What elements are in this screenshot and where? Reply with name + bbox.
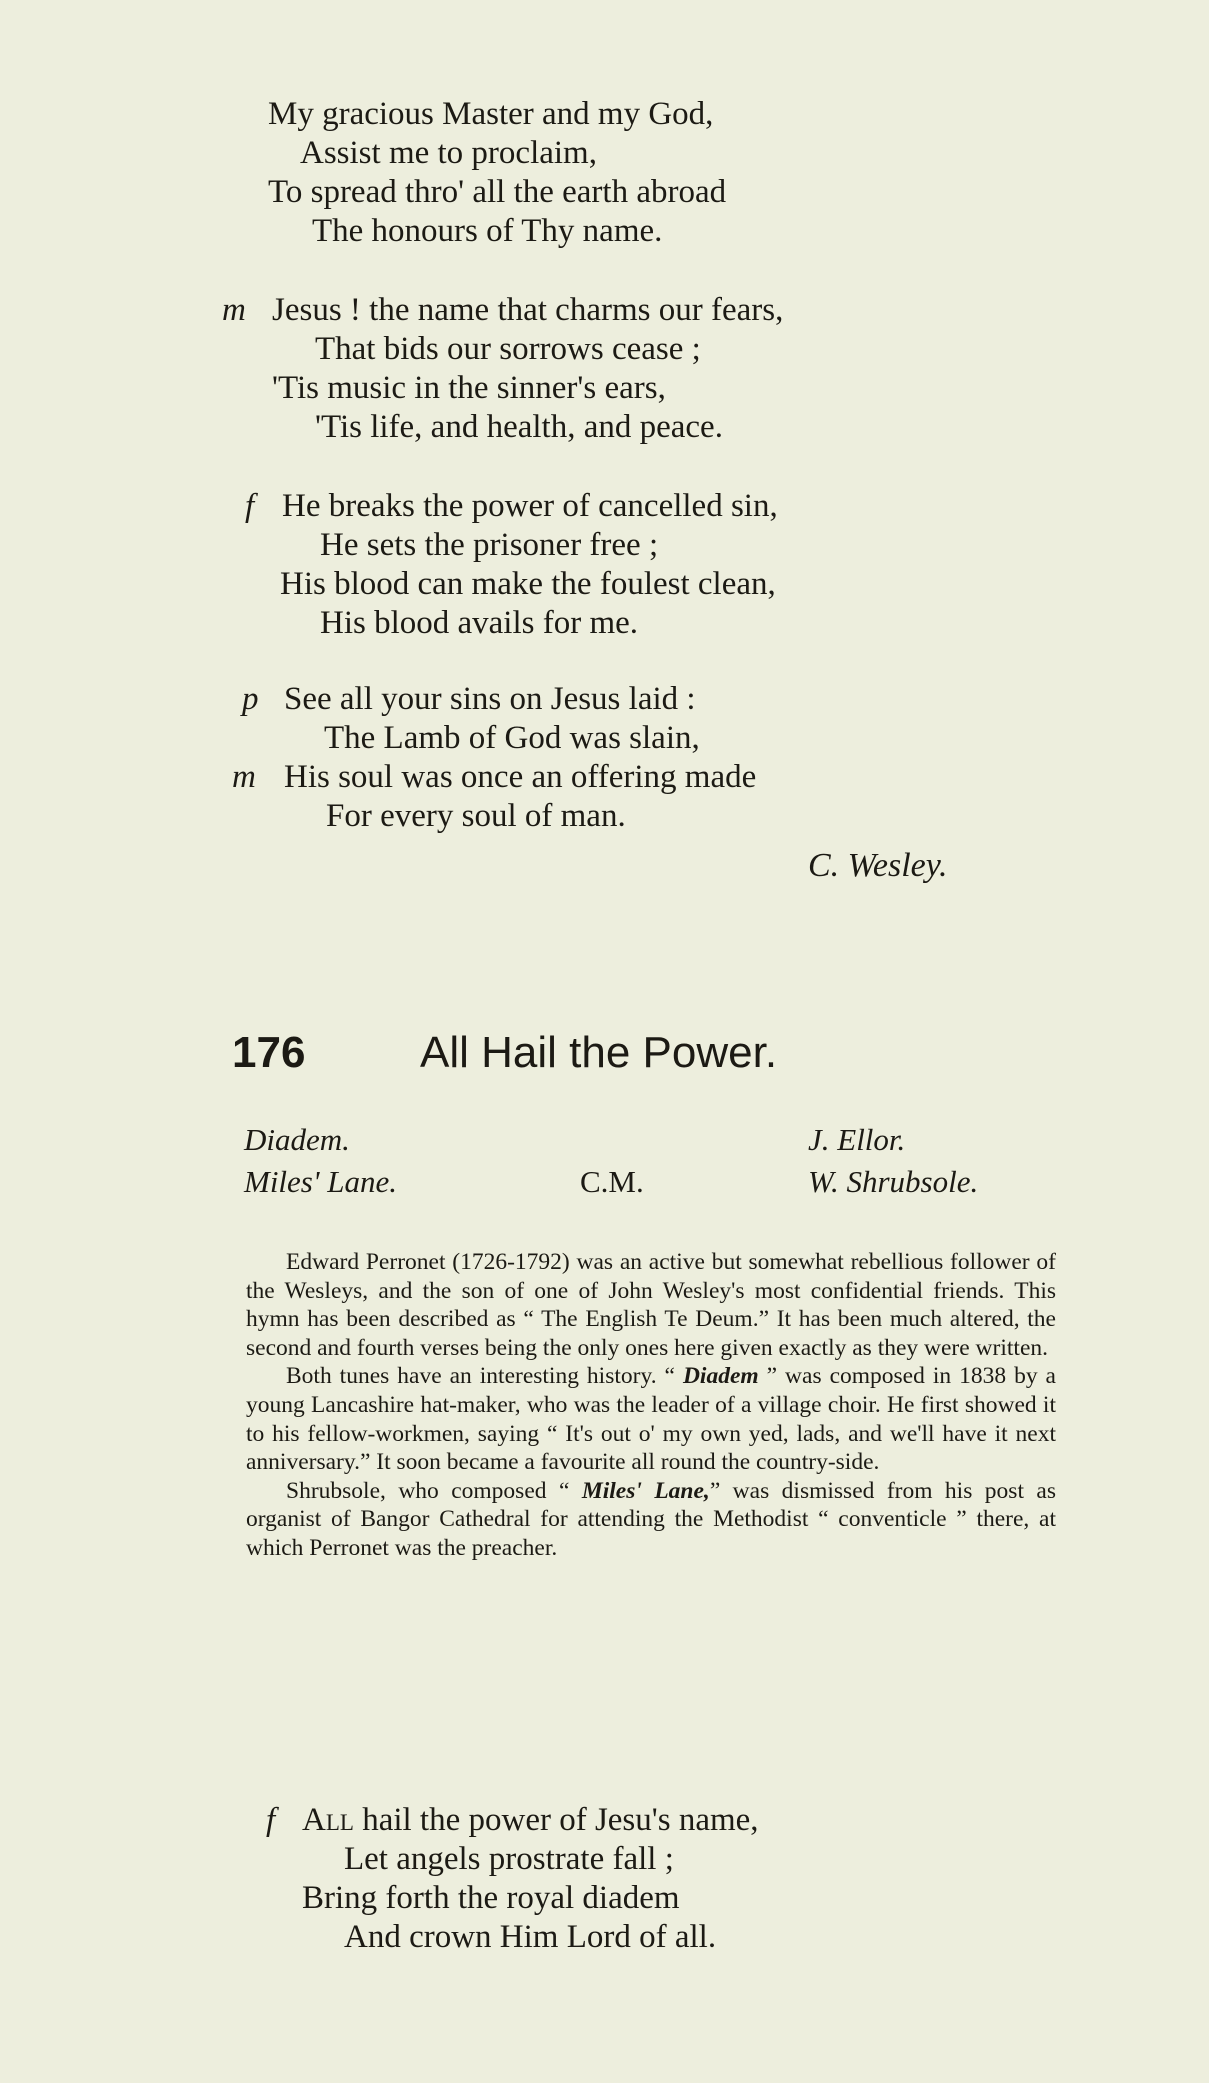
verse4-line2: The Lamb of God was slain, [324, 720, 700, 756]
dynamic-mark-f: f [245, 488, 255, 524]
verse2-line1: Jesus ! the name that charms our fears, [272, 292, 784, 328]
verse1-line3: To spread thro' all the earth abroad [268, 174, 727, 210]
tune2-name: Miles' Lane. [244, 1164, 398, 1199]
verse1-line4: The honours of Thy name. [312, 213, 663, 249]
dynamic-mark-m2: m [232, 759, 256, 795]
hymn-number: 176 [232, 1028, 306, 1077]
new-verse-line4: And crown Him Lord of all. [344, 1919, 717, 1955]
verse4-line4: For every soul of man. [326, 798, 626, 834]
miles-lane-ref: Miles' Lane, [581, 1477, 710, 1504]
hymn-title: All Hail the Power. [420, 1028, 778, 1077]
verse3-line1: He breaks the power of cancelled sin, [282, 488, 778, 524]
meter: C.M. [580, 1164, 644, 1199]
verse2-line4: 'Tis life, and health, and peace. [315, 409, 723, 445]
verse3-line4: His blood avails for me. [320, 605, 639, 641]
verse1-line1: My gracious Master and my God, [268, 96, 714, 132]
verse2-line3: 'Tis music in the sinner's ears, [272, 370, 666, 406]
author-credit: C. Wesley. [808, 847, 948, 884]
new-verse-line1: All hail the power of Jesu's name, [302, 1802, 759, 1838]
dynamic-mark-f2: f [266, 1802, 276, 1838]
diadem-ref: Diadem [682, 1363, 759, 1390]
tune1-composer: J. Ellor. [808, 1122, 906, 1157]
new-verse-line3: Bring forth the royal diadem [302, 1880, 680, 1916]
note-paragraph-2: Both tunes have an interesting history. “ Diadem ” was composed in 1838 by a young Lancashire hat-maker, who was the leader of a village choir. He first showed it to his fellow-workmen, saying “ It's out o' my own yed, lads, and we'll have it next anniversary.” It soon became a favourite all round the country-side. [246, 1363, 1056, 1476]
verse4-line1: See all your sins on Jesus laid : [284, 681, 696, 717]
verse3-line3: His blood can make the foulest clean, [280, 566, 776, 602]
note-paragraph-3: Shrubsole, who composed “ Miles' Lane,” was dismissed from his post as organist of Bangor Cathedral for attending the Methodist “ conventicle ” there, at which Perronet was the preacher. [246, 1477, 1056, 1561]
dynamic-mark-p: p [242, 681, 259, 717]
tune2-composer: W. Shrubsole. [808, 1164, 979, 1199]
tune1-name: Diadem. [244, 1122, 350, 1157]
verse2-line2: That bids our sorrows cease ; [315, 331, 701, 367]
new-verse-line2: Let angels prostrate fall ; [344, 1841, 674, 1877]
note-paragraph-1: Edward Perronet (1726-1792) was an active but somewhat rebellious follower of the Wesleys, and the son of one of John Wesley's most confidential friends. This hymn has been described as “ The English Te Deum.” It has been much altered, the second and fourth verses being the only ones here given exactly as they were written. [246, 1249, 1056, 1361]
verse4-line3: His soul was once an offering made [284, 759, 757, 795]
verse3-line2: He sets the prisoner free ; [320, 527, 659, 563]
verse1-line2: Assist me to proclaim, [300, 135, 597, 171]
dynamic-mark-m: m [222, 292, 246, 328]
historical-note [246, 1248, 1056, 1563]
